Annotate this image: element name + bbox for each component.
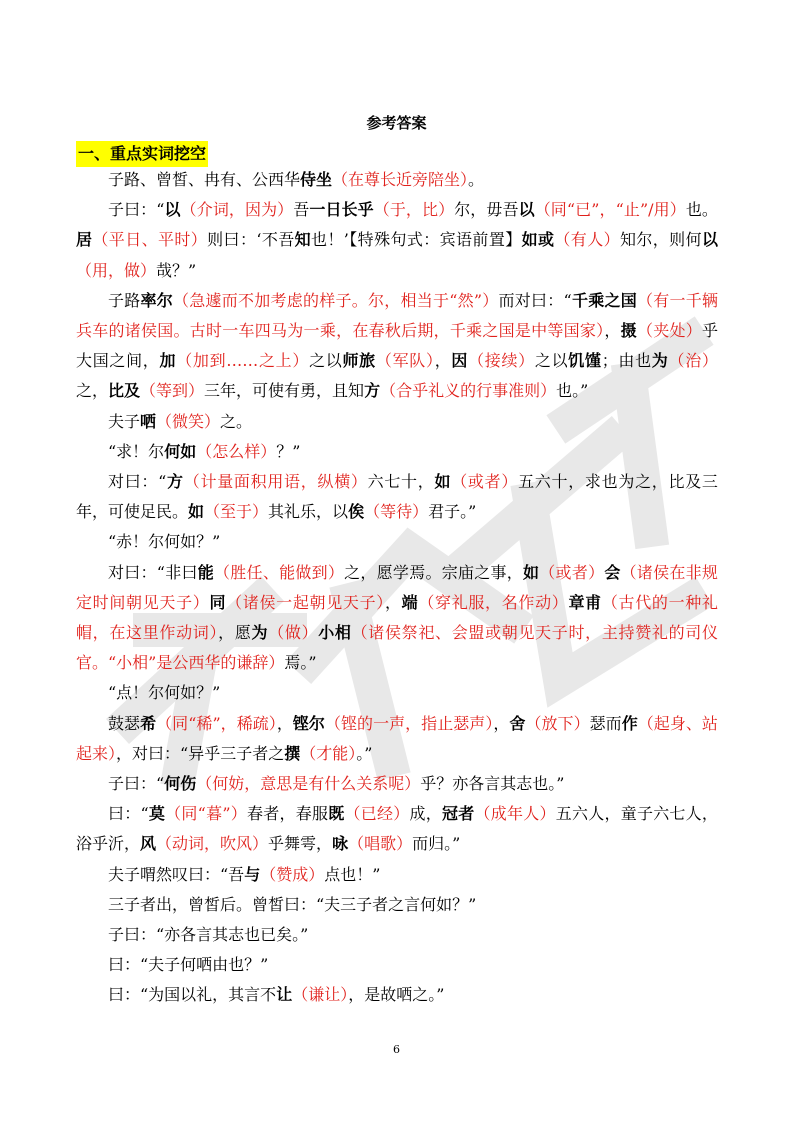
answer-annotation: （或者） [539,562,605,582]
paragraph [76,980,718,1010]
key-word: 侍坐 [300,170,333,189]
paragraph [76,407,718,437]
answer-annotation: （等到） [140,381,205,401]
key-word: 方 [364,381,381,401]
text-run: 乎大国之间， [76,321,718,371]
paragraph [76,195,718,286]
key-word: 舍 [509,713,526,733]
answer-annotation: （有人） [554,230,620,250]
answer-annotation: （计量面积用语，纵横） [183,472,368,492]
text-run: 也！’【特殊句式：宾语前置】 [311,230,522,250]
answer-annotation: （在尊长近旁陪坐） [332,170,469,189]
key-word: 俟 [348,502,365,522]
text-run: 也。 [685,200,718,220]
answer-annotation: （做） [268,623,319,643]
answer-annotation: （同“稀”，稀疏） [156,713,277,733]
key-word: 如 [188,502,205,522]
text-run: ， [384,592,402,612]
answer-annotation: （谦让） [292,985,349,1005]
text-run: 。” [356,743,373,763]
text-run: ， [604,321,621,341]
text-run: 曰：“ [108,804,149,824]
text-run: 子曰：“亦各言其志也已矣。” [108,925,309,945]
key-word: 咏 [332,834,349,854]
paragraph [76,709,718,769]
text-run: 君子。” [428,502,477,522]
answer-annotation: （急遽而不加考虑的样子。尔，相当于“然”） [173,290,499,310]
text-run: 乎舞雩， [268,834,333,854]
text-run: ， [276,713,293,733]
text-run: 子路、曾皙、冉有、公西华 [108,170,301,189]
answer-annotation: （同“已”，“止”/用） [534,200,686,220]
paragraph [76,558,718,679]
answer-annotation: （加到……之上） [176,351,310,371]
answer-annotation: （等待） [364,502,429,522]
paragraph [76,799,718,859]
paragraph [76,920,718,950]
answer-annotation: （赞成） [260,864,325,884]
answer-annotation: （已经） [344,804,410,824]
text-run: 也。” [556,381,589,401]
paragraph [76,769,718,799]
text-run: 吾 [293,200,310,220]
paragraph [76,286,718,407]
key-word: 与 [244,864,261,884]
answer-annotation: （起身、站起来） [76,713,718,763]
answer-annotation: （介词，因为） [180,200,294,220]
text-run: 焉。” [284,653,317,673]
text-run: 三年，可使有勇，且知 [204,381,365,401]
key-word: 方 [166,472,184,492]
text-run: “点！尔何如？” [108,683,221,703]
answer-annotation: （军队） [375,351,435,371]
key-word: 章甫 [568,592,602,612]
key-word: 居 [76,230,93,250]
text-run: 之以 [309,351,343,371]
key-word: 作 [621,713,638,733]
text-run: 春者，春服 [247,804,329,824]
text-run: 子路 [108,290,141,310]
key-word: 铿尔 [292,713,325,733]
key-word: 比及 [108,381,141,401]
paragraph [76,890,718,920]
document-body [76,165,718,1011]
text-run: 三子者出，曾皙后。曾皙曰：“夫三子者之言何如？” [108,894,477,914]
answer-annotation: （唱歌） [348,834,413,854]
answer-annotation: （平日、平时） [92,230,208,250]
answer-annotation: （合乎礼义的行事准则） [380,381,557,401]
key-word: 以 [518,200,535,220]
key-word: 端 [401,592,419,612]
key-word: 能 [197,562,215,582]
key-word: 既 [328,804,345,824]
key-word: 同 [209,592,227,612]
answer-annotation: （胜任、能做到） [214,562,345,582]
answer-annotation: （接续） [468,351,535,371]
key-word: 因 [451,351,469,371]
answer-annotation: （铿的一声，指止瑟声） [324,713,494,733]
text-run: 尔，毋吾 [454,200,519,220]
answer-annotation: （诸侯一起朝见天子） [226,592,385,612]
answer-annotation: （或者） [451,472,519,492]
key-word: 会 [604,562,621,582]
text-run: 成， [409,804,442,824]
answer-annotation: （夹处） [636,321,702,341]
text-run: 瑟而 [589,713,622,733]
text-run: “赤！尔何如？” [108,532,221,552]
text-run: 之。 [220,411,253,431]
answer-annotation: （成年人） [474,804,556,824]
paragraph [76,860,718,890]
key-word: 如 [523,562,540,582]
key-word: 摄 [620,321,637,341]
text-run: 点也！” [324,864,381,884]
text-run: 而对曰：“ [498,290,572,310]
answer-annotation: （才能） [300,743,357,763]
text-run: 六七十， [367,472,435,492]
text-run: 其礼乐，以 [268,502,349,522]
answer-annotation: （放下） [525,713,590,733]
key-word: 小相 [318,623,352,643]
text-run: ， [493,713,510,733]
answer-annotation: （动词，吹风） [156,834,269,854]
key-word: 莫 [148,804,166,824]
text-run: ，对曰：“异乎三子者之 [116,743,285,763]
text-run: ， [434,351,452,371]
key-word: 率尔 [140,290,173,310]
key-word: 何如 [164,441,197,461]
answer-annotation: （诸侯祭祀、会盟或朝见天子时，主持赞礼的司仪官。“小相”是公西华的谦辞） [76,623,718,673]
text-run: 乎？亦各言其志也。” [420,774,565,794]
text-run: “求！尔 [108,441,165,461]
text-run: 夫子喟然叹曰：“吾 [108,864,245,884]
text-run: ，愿 [218,623,252,643]
key-word: 以 [164,200,181,220]
paragraph [76,467,718,527]
paragraph [76,527,718,557]
text-run: 对曰：“ [108,472,167,492]
key-word: 加 [159,351,177,371]
page-number: 6 [393,1043,400,1056]
text-run: 之， [76,381,109,401]
paragraph [76,165,718,195]
text-run: ，是故哂之。” [348,985,445,1005]
key-word: 知 [294,230,312,250]
answer-annotation: （有一千辆兵车的诸侯国。古时一车四马为一乘，在春秋后期，千乘之国是中等国家） [76,290,718,341]
key-word: 风 [140,834,157,854]
answer-annotation: （同“暮”） [165,804,248,824]
answer-annotation: （古代的一种礼帽，在这里作动词） [76,592,718,643]
answer-annotation: （至于） [204,502,269,522]
text-run: 之以 [534,351,569,371]
key-word: 千乘之国 [571,290,637,310]
text-run: 五六人，童子六七人，浴乎沂， [76,804,718,854]
key-word: 冠者 [441,804,475,824]
text-run: 对曰：“非曰 [108,562,198,582]
key-word: 希 [140,713,157,733]
text-run: 之，愿学焉。宗庙之事， [344,562,524,582]
text-run: 知尔，则何 [619,230,702,250]
key-word: 如或 [521,230,555,250]
text-run: 而归。” [412,834,461,854]
text-run: ？” [276,441,301,461]
text-run: 子曰：“ [108,774,165,794]
answer-annotation: （怎么样） [196,441,277,461]
text-run: 子曰：“ [108,200,165,220]
key-word: 饥馑 [568,351,602,371]
text-run: 。 [468,170,485,189]
text-run: 夫子 [108,411,141,431]
answer-annotation: （微笑） [156,411,221,431]
paragraph [76,678,718,708]
answer-annotation: （用，做） [76,260,157,280]
key-word: 让 [276,985,293,1005]
text-run: 曰：“为国以礼，其言不 [108,985,277,1005]
key-word: 哂 [140,411,157,431]
paragraph [76,950,718,980]
answer-annotation: （治） [668,351,718,371]
answer-annotation: （穿礼服，名作动） [418,592,569,612]
key-word: 何伤 [164,774,197,794]
key-word: 以 [701,230,718,250]
key-word: 师旅 [342,351,376,371]
key-word: 为 [651,351,669,371]
text-run: ；由也 [601,351,652,371]
text-run: 则曰：‘不吾 [207,230,295,250]
paragraph [76,437,718,467]
text-run: 鼓瑟 [108,713,141,733]
answer-annotation: （何妨，意思是有什么关系呢） [196,774,421,794]
page-title: 参考答案 [366,114,427,132]
answer-annotation: （诸侯在非规定时间朝见天子） [76,562,718,612]
key-word: 乎 [357,200,374,220]
text-run: 哉？” [156,260,197,280]
text-run: 五六十，求也为之，比及三年，可使足民。 [76,472,718,522]
key-word: 一日长 [309,200,358,220]
text-run: 曰：“夫子何哂由也？” [108,955,269,975]
section-heading: 一、重点实词挖空 [76,141,208,167]
key-word: 如 [434,472,452,492]
key-word: 为 [251,623,269,643]
key-word: 撰 [284,743,301,763]
answer-annotation: （于，比） [373,200,455,220]
